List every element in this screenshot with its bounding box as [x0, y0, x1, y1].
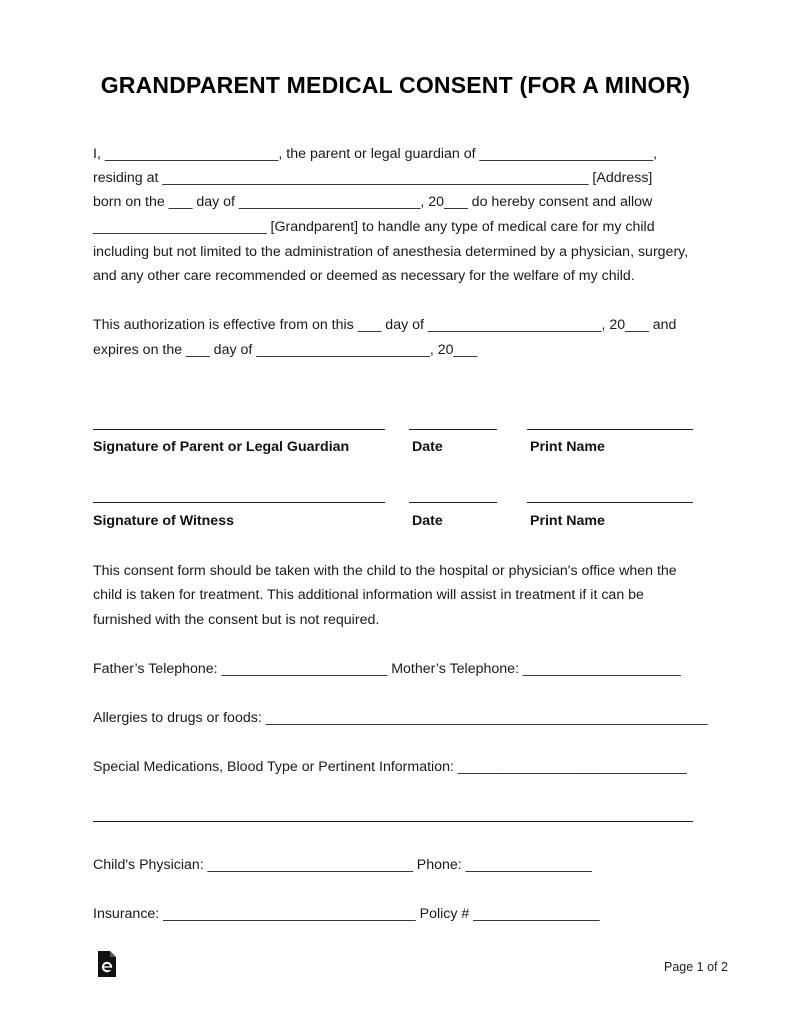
page-number: Page 1 of 2: [664, 960, 728, 974]
consent-line-4: ______________________ [Grandparent] to handle any type of medical care for my child: [93, 219, 655, 235]
consent-line-6: and any other care recommended or deemed as necessary for the welfare of my child.: [93, 268, 635, 284]
consent-line-1: I, ______________________, the parent or legal guardian of ______________________,: [93, 146, 658, 162]
authorization-line-1: This authorization is effective from on this ___ day of ______________________, 20___ and: [93, 317, 677, 333]
parent-print-name-line[interactable]: [527, 429, 693, 430]
witness-signature-line[interactable]: [93, 502, 385, 503]
authorization-line-2: expires on the ___ day of ______________________, 20___: [93, 342, 478, 358]
note-line-2: child is taken for treatment. This additional information will assist in treatment if it can be: [93, 587, 644, 603]
note-line-1: This consent form should be taken with the child to the hospital or physician's office when the: [93, 563, 677, 579]
consent-line-5: including but not limited to the administration of anesthesia determined by a physician, surgery,: [93, 244, 689, 260]
parent-date-label: Date: [412, 439, 443, 455]
witness-signature-label: Signature of Witness: [93, 513, 234, 529]
insurance-field-line[interactable]: Insurance: ________________________________ Policy # ________________: [93, 906, 600, 922]
witness-date-label: Date: [412, 513, 443, 529]
parent-date-line[interactable]: [409, 429, 497, 430]
medications-field-line[interactable]: Special Medications, Blood Type or Pertinent Information: _____________________________: [93, 759, 687, 775]
consent-line-2: residing at ______________________________________________________ [Address]: [93, 170, 653, 186]
parent-print-name-label: Print Name: [530, 439, 605, 455]
witness-print-name-line[interactable]: [527, 502, 693, 503]
eforms-logo-icon: [96, 950, 118, 978]
telephone-field-line[interactable]: Father’s Telephone: _____________________ Mother’s Telephone: ____________________: [93, 661, 681, 677]
medications-extra-line[interactable]: [93, 821, 693, 822]
parent-signature-line[interactable]: [93, 429, 385, 430]
parent-signature-label: Signature of Parent or Legal Guardian: [93, 439, 350, 455]
witness-print-name-label: Print Name: [530, 513, 605, 529]
note-line-3: furnished with the consent but is not required.: [93, 612, 380, 628]
consent-line-3: born on the ___ day of _______________________, 20___ do hereby consent and allow: [93, 194, 653, 210]
document-title: GRANDPARENT MEDICAL CONSENT (FOR A MINOR): [100, 72, 691, 98]
allergies-field-line[interactable]: Allergies to drugs or foods: ________________________________________________________: [93, 710, 708, 726]
witness-date-line[interactable]: [409, 502, 497, 503]
physician-field-line[interactable]: Child's Physician: __________________________ Phone: ________________: [93, 857, 592, 873]
